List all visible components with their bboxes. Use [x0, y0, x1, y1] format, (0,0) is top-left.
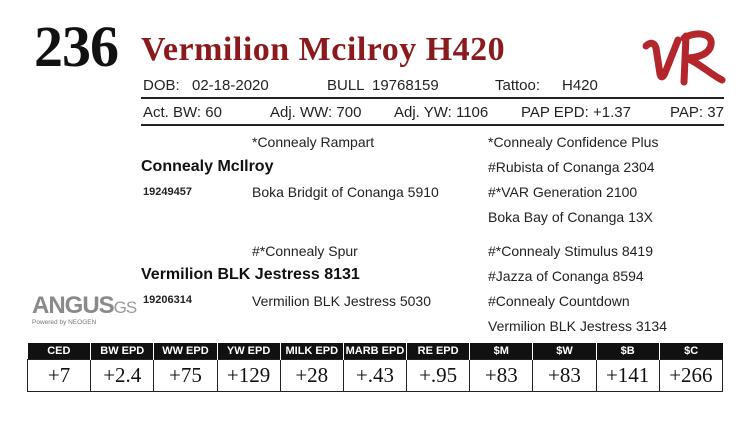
epd-value-c: +266: [659, 360, 722, 392]
epd-header-marb: MARB EPD: [343, 343, 406, 360]
adjusted-weaning-weight: Adj. WW: 700: [270, 104, 362, 121]
logo-gs-text: GS: [113, 298, 137, 317]
epd-header-b: $B: [596, 343, 659, 360]
logo-subtitle: Powered by NEOGEN: [32, 319, 97, 326]
actual-birth-weight: Act. BW: 60: [143, 104, 222, 121]
epd-header-ww: WW EPD: [154, 343, 217, 360]
epd-header-yw: YW EPD: [217, 343, 280, 360]
tattoo-label: Tattoo:: [495, 77, 541, 94]
epd-header-c: $C: [659, 343, 722, 360]
animal-name: Vermilion Mcilroy H420: [141, 31, 506, 68]
epd-value-marb: +.43: [343, 360, 406, 392]
lot-number: 236: [34, 14, 118, 79]
sire-sire: *Connealy Rampart: [252, 134, 375, 150]
dob-value: 02-18-2020: [192, 77, 269, 94]
epd-value-m: +83: [470, 360, 533, 392]
epd-value-b: +141: [596, 360, 659, 392]
epd-value-re: +.95: [407, 360, 470, 392]
sex-label: BULL: [327, 77, 365, 94]
dob-label: DOB:: [143, 77, 180, 94]
pap-value: PAP: 37: [670, 104, 724, 121]
sire-registration: 19249457: [143, 186, 192, 198]
epd-value-yw: +129: [217, 360, 280, 392]
dam-dam-dam: Vermilion BLK Jestress 3134: [488, 318, 667, 334]
dam-registration: 19206314: [143, 294, 192, 306]
registration-number: 19768159: [372, 77, 439, 94]
epd-value-w: +83: [533, 360, 596, 392]
adjusted-yearling-weight: Adj. YW: 1106: [394, 104, 489, 121]
dam-dam: Vermilion BLK Jestress 5030: [252, 293, 431, 309]
vr-brand-mark: [640, 26, 726, 88]
sire-dam-dam: Boka Bay of Conanga 13X: [488, 209, 654, 225]
divider-line-1: [141, 97, 724, 99]
sire-dam: Boka Bridgit of Conanga 5910: [252, 184, 439, 200]
epd-header-ced: CED: [28, 343, 91, 360]
epd-header-bw: BW EPD: [91, 343, 154, 360]
epd-header-milk: MILK EPD: [280, 343, 343, 360]
logo-angus-text: ANGUS: [32, 292, 114, 319]
pap-epd: PAP EPD: +1.37: [521, 104, 631, 121]
epd-value-row: [28, 360, 723, 392]
epd-header-row: [28, 343, 723, 360]
sire-sire-sire: *Connealy Confidence Plus: [488, 134, 659, 150]
dam-name: Vermilion BLK Jestress 8131: [141, 266, 360, 283]
dam-sire-sire: #*Connealy Stimulus 8419: [488, 243, 653, 259]
epd-value-bw: +2.4: [91, 360, 154, 392]
tattoo-value: H420: [562, 77, 598, 94]
angus-gs-logo: [32, 294, 136, 326]
sire-name: Connealy McIlroy: [141, 158, 274, 175]
divider-line-2: [141, 124, 724, 126]
sire-sire-dam: #Rubista of Conanga 2304: [488, 159, 655, 175]
epd-table: [27, 343, 723, 392]
epd-header-w: $W: [533, 343, 596, 360]
sire-dam-sire: #*VAR Generation 2100: [488, 184, 638, 200]
epd-value-milk: +28: [280, 360, 343, 392]
dam-sire: #*Connealy Spur: [252, 243, 358, 259]
dam-sire-dam: #Jazza of Conanga 8594: [488, 268, 644, 284]
epd-header-re: RE EPD: [407, 343, 470, 360]
epd-header-m: $M: [470, 343, 533, 360]
dam-dam-sire: #Connealy Countdown: [488, 293, 630, 309]
epd-value-ww: +75: [154, 360, 217, 392]
epd-value-ced: +7: [28, 360, 91, 392]
